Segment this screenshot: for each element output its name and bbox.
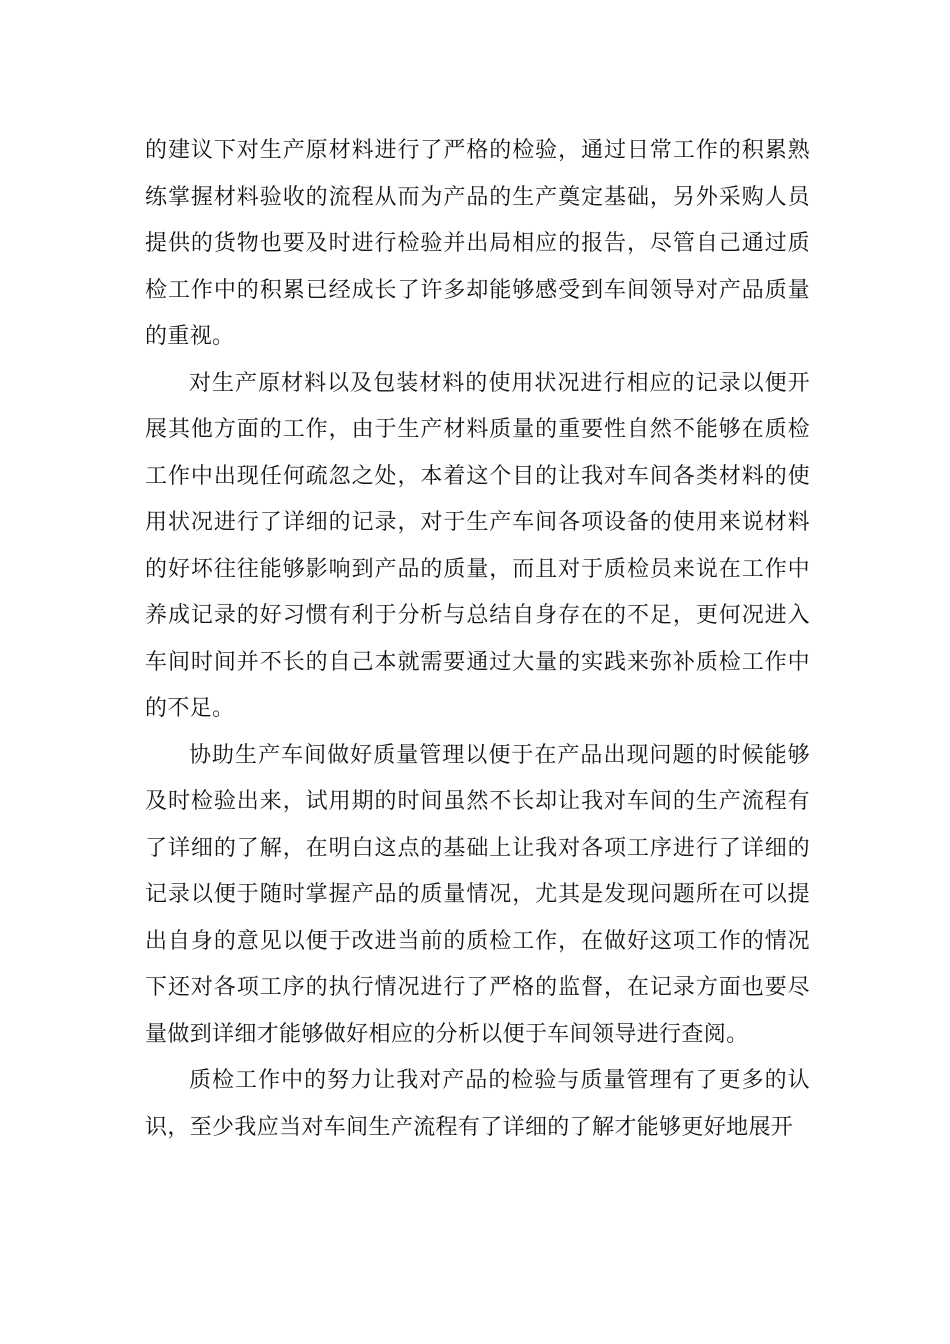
paragraph-3: 协助生产车间做好质量管理以便于在产品出现问题的时候能够及时检验出来，试用期的时间虽然不长却让我对车间的生产流程有了详细的了解，在明白这点的基础上让我对各项工序进行了详细的记录以便于随时掌握产品的质量情况，尤其是发现问题所在可以提出自身的意见以便于改进当前的质检工作，在做好这项工作的情况下还对各项工序的执行情况进行了严格的监督，在记录方面也要尽量做到详细才能够做好相应的分析以便于车间领导进行查阅。 [145,742,810,1047]
document-body [145,128,810,1151]
paragraph-4: 质检工作中的努力让我对产品的检验与质量管理有了更多的认识，至少我应当对车间生产流程有了详细的了解才能够更好地展开 [145,1068,810,1140]
paragraph-1: 的建议下对生产原材料进行了严格的检验，通过日常工作的积累熟练掌握材料验收的流程从而为产品的生产奠定基础，另外采购人员提供的货物也要及时进行检验并出局相应的报告，尽管自己通过质检工作中的积累已经成长了许多却能够感受到车间领导对产品质量的重视。 [145,138,810,349]
paragraph-2: 对生产原材料以及包装材料的使用状况进行相应的记录以便开展其他方面的工作，由于生产材料质量的重要性自然不能够在质检工作中出现任何疏忽之处，本着这个目的让我对车间各类材料的使用状况进行了详细的记录，对于生产车间各项设备的使用来说材料的好坏往往能够影响到产品的质量，而且对于质检员来说在工作中养成记录的好习惯有利于分析与总结自身存在的不足，更何况进入车间时间并不长的自己本就需要通过大量的实践来弥补质检工作中的不足。 [145,370,810,721]
